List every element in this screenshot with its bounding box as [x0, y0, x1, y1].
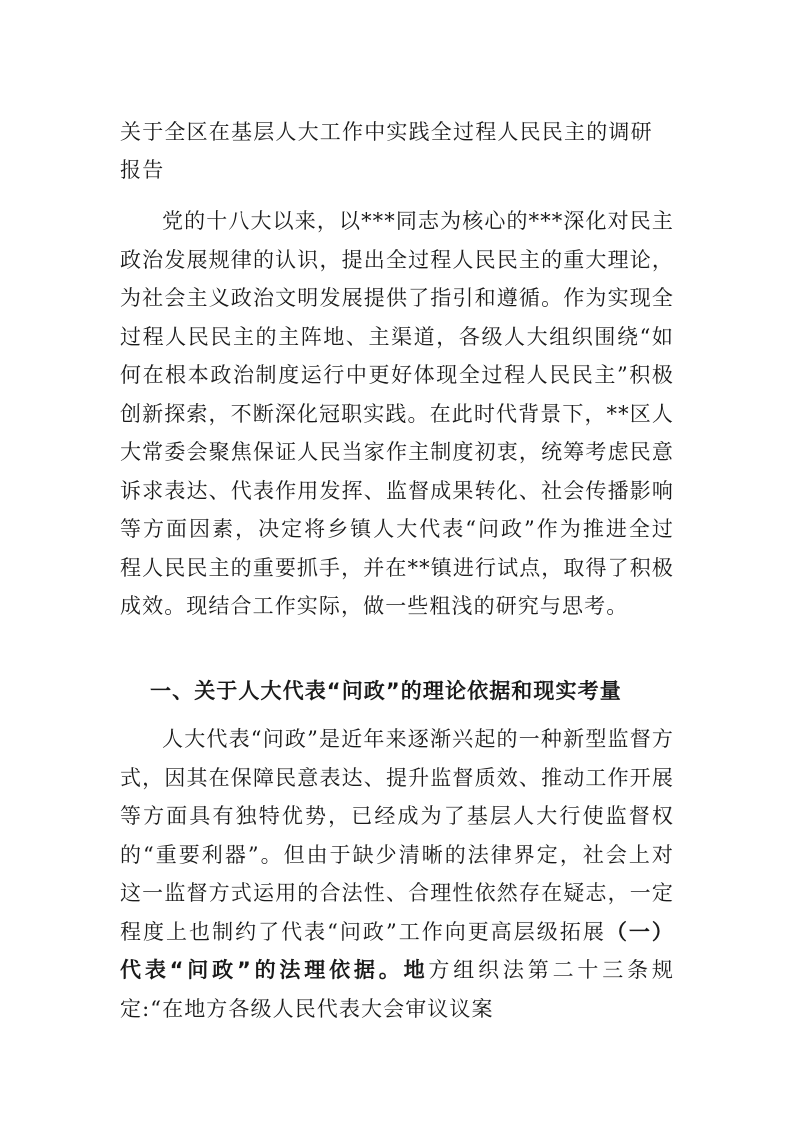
paragraph-tail: 方组织法第二十三条规定:“在地方各级人民代表大会审议议案 [120, 958, 675, 1021]
paragraph-text: 人大代表“问政”是近年来逐渐兴起的一种新型监督方式，因其在保障民意表达、提升监督质效、推动工作开展等方面具有独特优势，已经成为了基层人大行使监督权的“重要利器”。但由于缺少清晰的法律界定，社会上对这一监督方式运用的合法性、合理性依然存在疑志，一定程度上也制约了代表“问政”工作向更高层级拓展 [120, 727, 674, 944]
intro-paragraph: 党的十八大以来，以***同志为核心的***深化对民主政治发展规律的认识，提出全过程人民民主的重大理论，为社会主义政治文明发展提供了指引和遵循。作为实现全过程人民民主的主阵地、主渠道，各级人大组织围绕“如何在根本政治制度运行中更好体现全过程人民民主”积极创新探索，不断深化冠职实践。在此时代背景下，**区人大常委会聚焦保证人民当家作主制度初衷，统筹考虑民意诉求表达、代表作用发挥、监督成果转化、社会传播影响等方面因素，决定将乡镇人大代表“问政”作为推进全过程人民民主的重要抓手，并在**镇进行试点，取得了积极成效。现结合工作实际，做一些粗浅的研究与思考。 [120, 209, 674, 618]
document-title: 关于全区在基层人大工作中实践全过程人民民主的调研报告 [120, 120, 653, 182]
subsection-heading: （一）代表“问政”的法理依据。地 [120, 919, 674, 982]
section-heading: 一、关于人大代表“问政”的理论依据和现实考量 [150, 679, 622, 703]
body-paragraph [120, 720, 674, 1028]
